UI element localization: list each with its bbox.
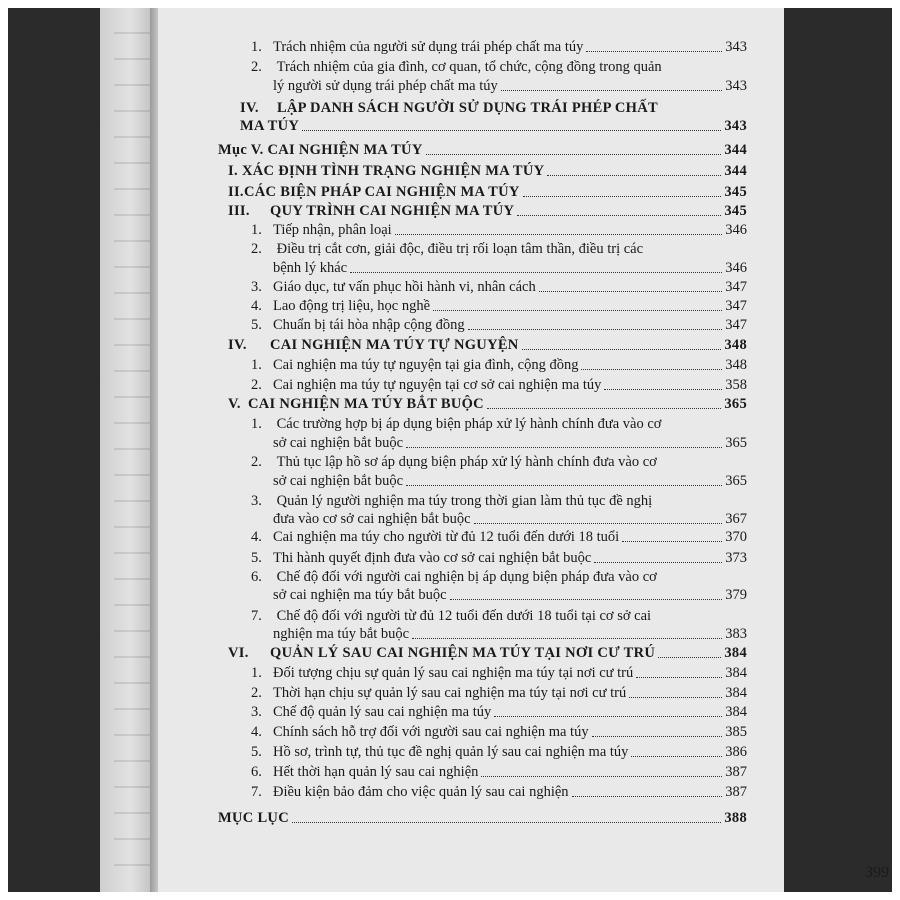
entry-title-continuation: nghiện ma túy bắt buộc: [273, 626, 410, 642]
entry-title: Chính sách hỗ trợ đối với người sau cai nghiện ma túy: [273, 724, 589, 740]
entry-title-continuation: sở cai nghiện ma túy bắt buộc: [273, 587, 447, 603]
entry-title: Cai nghiện ma túy tự nguyện tại gia đình, cộng đồng: [273, 357, 579, 373]
entry-title-continuation: lý người sử dụng trái phép chất ma túy: [273, 78, 498, 94]
entry-number: VI.: [228, 645, 249, 661]
entry-page: 383: [725, 626, 747, 642]
dot-leader: [631, 756, 722, 757]
dark-margin: [784, 8, 892, 892]
dot-leader: [572, 796, 723, 797]
dot-leader: [350, 272, 722, 273]
dot-leader: [539, 291, 723, 292]
entry-number: 6.: [251, 764, 262, 780]
entry-number: 4.: [251, 298, 262, 314]
entry-title: XÁC ĐỊNH TÌNH TRẠNG NGHIỆN MA TÚY: [242, 163, 545, 179]
entry-title: Chế độ đối với người từ đủ 12 tuổi đến dưới 18 tuổi tại cơ sở cai: [276, 608, 652, 624]
toc-entry: [251, 357, 747, 374]
entry-number: 2.: [251, 241, 262, 257]
entry-title: CAI NGHIỆN MA TÚY TỰ NGUYỆN: [270, 337, 519, 353]
toc-entry: [251, 744, 747, 761]
dot-leader: [594, 562, 722, 563]
entry-number: V.: [228, 396, 241, 412]
entry-title-continuation: sở cai nghiện bắt buộc: [273, 473, 404, 489]
facing-page-edge: [100, 8, 156, 892]
entry-title: Lao động trị liệu, học nghề: [273, 298, 431, 314]
entry-number: III.: [228, 203, 250, 219]
toc-entry-continuation: [273, 78, 747, 95]
entry-page: 358: [725, 377, 747, 393]
toc-entry: [251, 529, 747, 546]
toc-entry: [251, 317, 747, 334]
toc-entry-continuation: [273, 587, 747, 604]
dot-leader: [501, 90, 723, 91]
toc-section: [240, 100, 658, 117]
entry-page: 346: [725, 222, 747, 238]
entry-number: 4.: [251, 529, 262, 545]
toc-entry: [251, 550, 747, 567]
entry-title: Các trường hợp bị áp dụng biện pháp xử lý hành chính đưa vào cơ: [276, 416, 662, 432]
dot-leader: [522, 349, 722, 350]
dot-leader: [517, 215, 721, 216]
entry-page: 384: [725, 685, 747, 701]
entry-title: Đối tượng chịu sự quản lý sau cai nghiện ma túy tại nơi cư trú: [273, 665, 634, 681]
entry-title: Chế độ đối với người cai nghiện bị áp dụng biện pháp đưa vào cơ: [276, 569, 657, 585]
entry-title: CAI NGHIỆN MA TÚY BẮT BUỘC: [248, 396, 484, 412]
entry-number: 1.: [251, 665, 262, 681]
entry-page: 379: [725, 587, 747, 603]
entry-page: 347: [725, 279, 747, 295]
entry-title-continuation: sở cai nghiện bắt buộc: [273, 435, 404, 451]
toc-section: [228, 203, 747, 220]
entry-number: 3.: [251, 279, 262, 295]
dot-leader: [468, 329, 723, 330]
entry-page: 348: [725, 357, 747, 373]
entry-number: 5.: [251, 550, 262, 566]
toc-entry-continuation: [273, 260, 747, 277]
toc-entry: [251, 784, 747, 801]
entry-number: 4.: [251, 724, 262, 740]
dot-leader: [523, 196, 722, 197]
dot-leader: [433, 310, 722, 311]
entry-page: 365: [725, 473, 747, 489]
entry-title: Thời hạn chịu sự quản lý sau cai nghiện ma túy tại nơi cư trú: [273, 685, 627, 701]
entry-title: Chuẩn bị tái hòa nhập cộng đồng: [273, 317, 465, 333]
dot-leader: [412, 638, 722, 639]
entry-title: MỤC LỤC: [218, 810, 289, 826]
entry-title: Trách nhiệm của gia đình, cơ quan, tổ chức, cộng đồng trong quản: [276, 59, 662, 75]
entry-page: 365: [724, 396, 747, 412]
toc-entry: [251, 685, 747, 702]
entry-title: CÁC BIỆN PHÁP CAI NGHIỆN MA TÚY: [244, 184, 520, 200]
toc-entry-continuation: [273, 435, 747, 452]
entry-page: 365: [725, 435, 747, 451]
entry-page: 384: [725, 704, 747, 720]
entry-number: 3.: [251, 704, 262, 720]
toc-section-continuation: [240, 118, 747, 135]
toc-entry-continuation: [273, 473, 747, 490]
toc-entry: [251, 454, 657, 471]
dot-leader: [581, 369, 722, 370]
entry-page: 347: [725, 317, 747, 333]
toc-entry: [251, 241, 643, 258]
entry-page: 343: [725, 39, 747, 55]
entry-page: 345: [724, 184, 747, 200]
entry-number: 7.: [251, 784, 262, 800]
entry-number: 3.: [251, 493, 262, 509]
entry-page: 348: [724, 337, 747, 353]
entry-page: 384: [725, 665, 747, 681]
toc-entry: [251, 298, 747, 315]
dot-leader: [302, 130, 721, 131]
dot-leader: [592, 736, 723, 737]
toc-section: [228, 396, 747, 413]
entry-page: 386: [725, 744, 747, 760]
entry-page: 387: [725, 784, 747, 800]
entry-title: Hết thời hạn quản lý sau cai nghiện: [273, 764, 479, 780]
entry-number: 1.: [251, 39, 262, 55]
entry-page: 343: [724, 118, 747, 134]
dot-leader: [474, 523, 723, 524]
dot-leader: [395, 234, 723, 235]
entry-page: 367: [725, 511, 747, 527]
toc-chapter: [218, 810, 747, 827]
entry-page: 343: [725, 78, 747, 94]
toc-entry: [251, 416, 661, 433]
entry-title: Cai nghiện ma túy cho người từ đủ 12 tuổi đến dưới 18 tuổi: [273, 529, 620, 545]
toc-section: [228, 337, 747, 354]
entry-title: Thủ tục lập hồ sơ áp dụng biện pháp xử lý hành chính đưa vào cơ: [276, 454, 657, 470]
toc-entry: [251, 608, 651, 625]
entry-title: Mục V. CAI NGHIỆN MA TÚY: [218, 142, 423, 158]
toc-entry: [251, 704, 747, 721]
toc-section: [228, 184, 747, 201]
entry-number: 6.: [251, 569, 262, 585]
entry-title: QUY TRÌNH CAI NGHIỆN MA TÚY: [270, 203, 515, 219]
entry-title: Thi hành quyết định đưa vào cơ sở cai nghiện bắt buộc: [273, 550, 592, 566]
toc-entry: [251, 764, 747, 781]
entry-page: 387: [725, 764, 747, 780]
toc-entry: [251, 493, 652, 510]
entry-title-continuation: MA TÚY: [240, 118, 300, 134]
entry-page: 384: [724, 645, 747, 661]
dot-leader: [487, 408, 721, 409]
toc-entry: [251, 724, 747, 741]
entry-title: Điều trị cắt cơn, giải độc, điều trị rối loạn tâm thần, điều trị các: [276, 241, 644, 257]
toc-entry: [251, 377, 747, 394]
dot-leader: [481, 776, 722, 777]
entry-title: Quản lý người nghiện ma túy trong thời gian làm thủ tục đề nghị: [276, 493, 653, 509]
dot-leader: [622, 541, 722, 542]
entry-number: 2.: [251, 377, 262, 393]
entry-page: 385: [725, 724, 747, 740]
entry-page: 346: [725, 260, 747, 276]
entry-title: Cai nghiện ma túy tự nguyện tại cơ sở cai nghiện ma túy: [273, 377, 602, 393]
toc-entry: [251, 279, 747, 296]
entry-number: IV.: [240, 100, 259, 116]
toc-chapter: [218, 142, 747, 159]
entry-title-continuation: đưa vào cơ sở cai nghiện bắt buộc: [273, 511, 471, 527]
entry-title: Trách nhiệm của người sử dụng trái phép chất ma túy: [273, 39, 584, 55]
entry-title: Chế độ quản lý sau cai nghiện ma túy: [273, 704, 492, 720]
toc-entry-continuation: [273, 511, 747, 528]
toc-entry: [251, 39, 747, 56]
entry-title: Hồ sơ, trình tự, thủ tục đề nghị quản lý sau cai nghiện ma túy: [273, 744, 629, 760]
entry-title: Điều kiện bảo đảm cho việc quản lý sau cai nghiện: [273, 784, 569, 800]
dot-leader: [494, 716, 722, 717]
entry-title: LẬP DANH SÁCH NGƯỜI SỬ DỤNG TRÁI PHÉP CHẤT: [276, 100, 658, 116]
dot-leader: [450, 599, 723, 600]
entry-number: II.: [228, 184, 244, 200]
entry-number: 1.: [251, 222, 262, 238]
entry-number: I.: [228, 163, 238, 179]
entry-title: Tiếp nhận, phân loại: [273, 222, 392, 238]
entry-number: 5.: [251, 317, 262, 333]
entry-title: Giáo dục, tư vấn phục hồi hành vi, nhân cách: [273, 279, 536, 295]
toc-entry: [251, 59, 662, 76]
entry-number: 2.: [251, 685, 262, 701]
toc-entry: [251, 222, 747, 239]
entry-number: 7.: [251, 608, 262, 624]
entry-page: 344: [724, 142, 747, 158]
entry-page: 347: [725, 298, 747, 314]
dot-leader: [604, 389, 722, 390]
entry-page: 370: [725, 529, 747, 545]
toc-entry: [251, 665, 747, 682]
entry-page: 344: [724, 163, 747, 179]
dot-leader: [658, 657, 721, 658]
entry-number: 2.: [251, 59, 262, 75]
entry-title: QUẢN LÝ SAU CAI NGHIỆN MA TÚY TẠI NƠI CƯ TRÚ: [270, 645, 656, 661]
dot-leader: [547, 175, 721, 176]
dot-leader: [636, 677, 722, 678]
entry-number: 5.: [251, 744, 262, 760]
entry-page: 388: [724, 810, 747, 826]
toc-section: [228, 645, 747, 662]
toc-entry-continuation: [273, 626, 747, 643]
toc-entry: [251, 569, 657, 586]
entry-number: 2.: [251, 454, 262, 470]
entry-number: IV.: [228, 337, 247, 353]
dot-leader: [292, 822, 721, 823]
dot-leader: [426, 154, 722, 155]
dot-leader: [406, 447, 722, 448]
toc-section: [228, 163, 747, 180]
dot-leader: [629, 697, 722, 698]
entry-number: 1.: [251, 416, 262, 432]
entry-page: 373: [725, 550, 747, 566]
dot-leader: [406, 485, 722, 486]
toc-page: [158, 8, 889, 892]
entry-page: 345: [724, 203, 747, 219]
entry-number: 1.: [251, 357, 262, 373]
dot-leader: [586, 51, 722, 52]
entry-title-continuation: bệnh lý khác: [273, 260, 348, 276]
page-number: 399: [865, 864, 889, 881]
